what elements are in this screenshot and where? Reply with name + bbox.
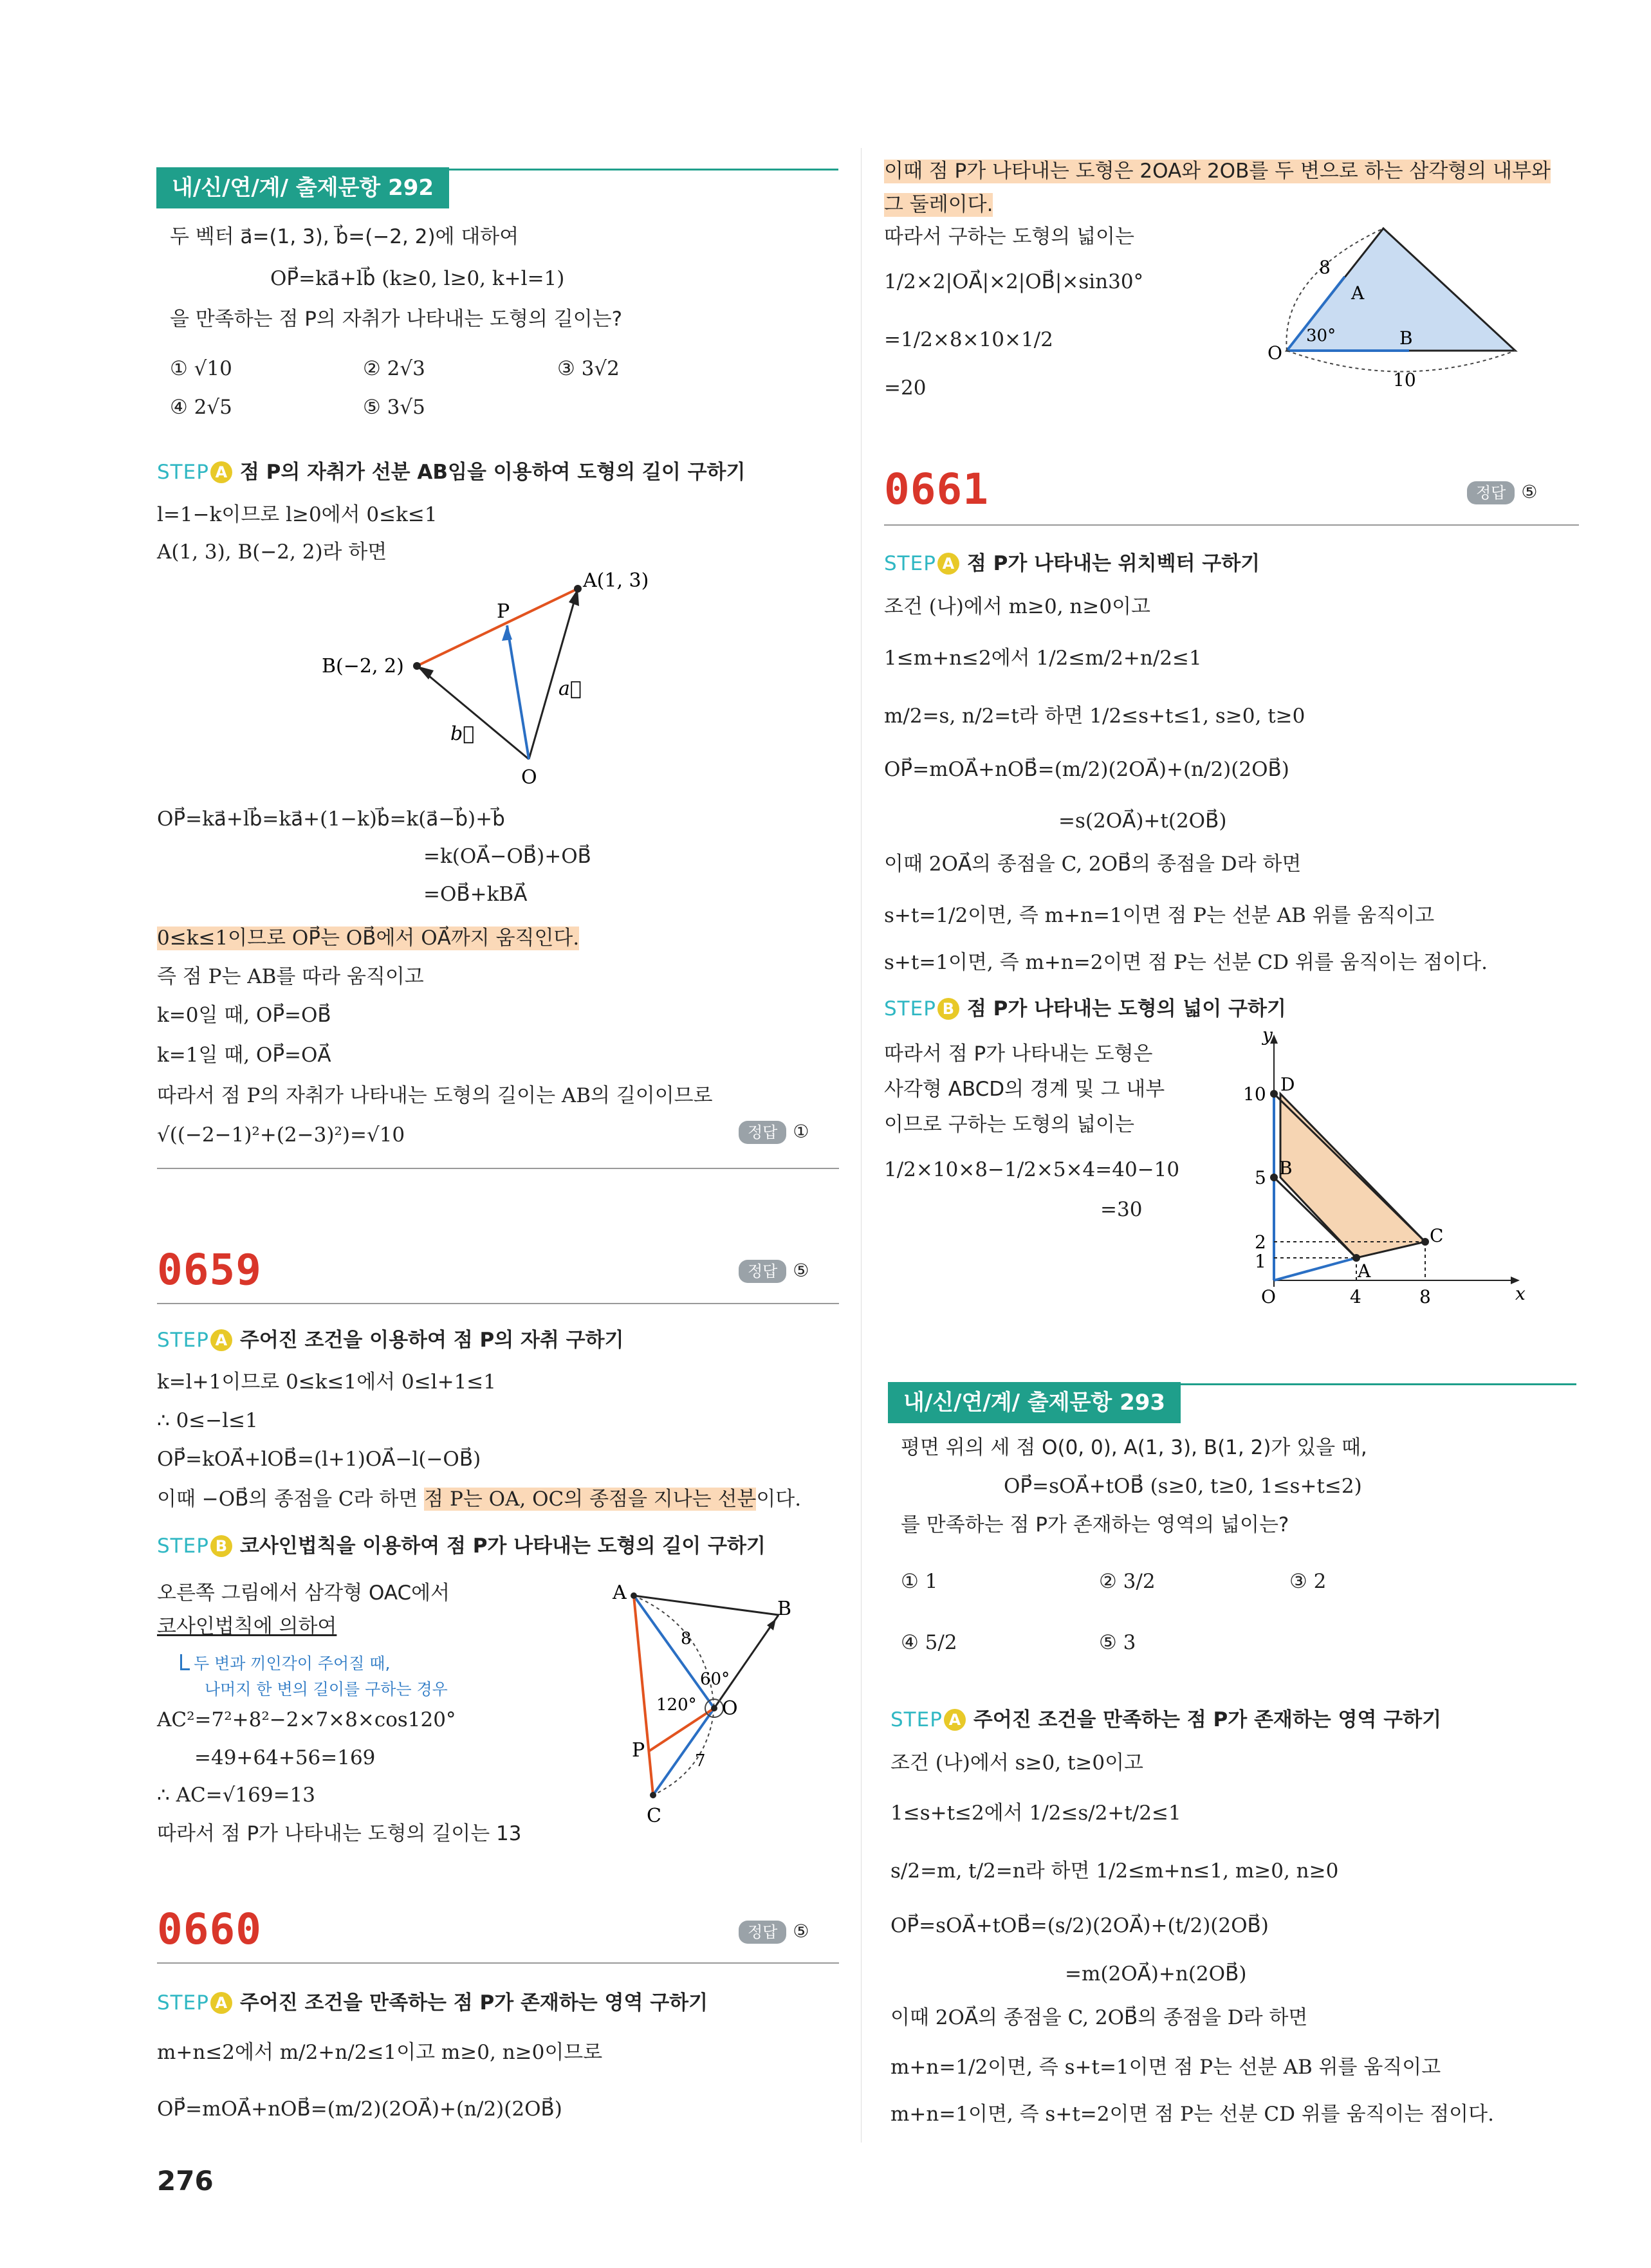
solution-line: m+n=1/2이면, 즉 s+t=1이면 점 P는 선분 AB 위를 움직이고: [890, 2056, 1441, 2079]
solution-line: 조건 (나)에서 s≥0, t≥0이고: [890, 1751, 1143, 1775]
label-a: A: [1351, 282, 1365, 304]
step-a-badge: A: [937, 553, 959, 575]
label-7: 7: [695, 1751, 706, 1771]
answer-value: ⑤: [793, 1921, 809, 1942]
solution-line: OP⃗=kOA⃗+lOB⃗=(l+1)OA⃗−l(−OB⃗): [157, 1448, 481, 1471]
label-o: O: [1268, 342, 1282, 364]
choice: ④ 5/2: [901, 1631, 957, 1654]
answer-value: ⑤: [793, 1260, 809, 1281]
problem-text: 평면 위의 세 점 O(0, 0), A(1, 3), B(1, 2)가 있을 때,: [901, 1436, 1367, 1459]
solution-line: 즉 점 P는 AB를 따라 움직이고: [157, 965, 424, 988]
label-8: 8: [1319, 257, 1331, 278]
solution-line: 1≤m+n≤2에서 1/2≤m/2+n/2≤1: [884, 647, 1202, 670]
solution-line: 이므로 구하는 도형의 넓이는: [884, 1113, 1134, 1136]
solution-line: 오른쪽 그림에서 삼각형 OAC에서: [157, 1581, 450, 1605]
tick-10: 10: [1243, 1083, 1266, 1105]
label-a: A: [613, 1581, 627, 1604]
solution-equation: AC²=7²+8²−2×7×8×cos120°: [157, 1708, 456, 1731]
problem-tag-text: 내/신/연/계/ 출제문항 292: [172, 175, 434, 201]
vector-a-line: [529, 589, 578, 759]
step-title: 점 P가 나타내는 위치벡터 구하기: [966, 552, 1260, 575]
choice: ⑤ 3: [1099, 1631, 1136, 1654]
answer-0661: [1467, 481, 1537, 504]
tick-8: 8: [1419, 1286, 1431, 1307]
solution-equation: OP⃗=mOA⃗+nOB⃗=(m/2)(2OA⃗)+(n/2)(2OB⃗): [884, 758, 1289, 781]
triangle-area-figure: [1255, 212, 1531, 399]
solution-equation: =30: [1100, 1198, 1143, 1221]
step-word: STEP: [157, 1329, 209, 1352]
solution-line: k=0일 때, OP⃗=OB⃗: [157, 1004, 331, 1027]
solution-line: OP⃗=mOA⃗+nOB⃗=(m/2)(2OA⃗)+(n/2)(2OB⃗): [157, 2097, 562, 2121]
solution-line: 따라서 점 P가 나타내는 도형은: [884, 1042, 1153, 1065]
answer-badge: 정답: [739, 1921, 786, 1944]
vector-oa: [634, 1596, 714, 1708]
column-divider: [861, 148, 862, 2143]
label-120deg: 120°: [656, 1695, 697, 1715]
solution-line: 조건 (나)에서 m≥0, n≥0이고: [884, 595, 1150, 618]
vector-triangle-figure: [309, 566, 695, 798]
highlighted-part: 점 P는 OA, OC의 종점을 지나는 선분: [424, 1488, 757, 1511]
cosine-law-figure: [605, 1570, 798, 1827]
solution-equation: =1/2×8×10×1/2: [884, 328, 1053, 351]
label-8: 8: [681, 1629, 692, 1648]
highlighted-line: 이때 점 P가 나타내는 도형은 2OA와 2OB를 두 변으로 하는 삼각형의 내부와: [884, 160, 1551, 183]
solution-line: 1≤s+t≤2에서 1/2≤s/2+t/2≤1: [890, 1802, 1181, 1825]
label-o: O: [722, 1697, 738, 1720]
step-b-heading: [884, 997, 1286, 1021]
problem-number-0659: 0659: [157, 1245, 262, 1295]
answer-0659: [739, 1260, 809, 1283]
note-line: 나머지 한 변의 길이를 구하는 경우: [205, 1680, 448, 1699]
solution-line: 코사인법칙에 의하여: [157, 1615, 337, 1638]
note-line: 두 변과 끼인각이 주어질 때,: [194, 1654, 391, 1673]
choice: ① 1: [901, 1570, 938, 1593]
solution-line: k=1일 때, OP⃗=OA⃗: [157, 1044, 331, 1067]
point-b: [413, 662, 421, 670]
step-a-badge: A: [210, 1992, 232, 2014]
label-p: P: [632, 1739, 645, 1762]
step-a-heading: [157, 1329, 623, 1352]
tick-5: 5: [1255, 1167, 1266, 1188]
solution-line: 이때 2OA⃗의 종점을 C, 2OB⃗의 종점을 D라 하면: [890, 2006, 1308, 2029]
solution-equation: =m(2OA⃗)+n(2OB⃗): [1065, 1962, 1247, 1986]
solution-line: 따라서 점 P가 나타내는 도형의 길이는 13: [157, 1822, 522, 1845]
step-title: 점 P가 나타내는 도형의 넓이 구하기: [966, 997, 1286, 1020]
solution-equation: =s(2OA⃗)+t(2OB⃗): [1058, 809, 1227, 833]
problem-number-0661: 0661: [884, 465, 989, 514]
problem-equation: OP⃗=sOA⃗+tOB⃗ (s≥0, t≥0, 1≤s+t≤2): [1004, 1475, 1362, 1498]
region-graph-figure: [1235, 1029, 1531, 1313]
page-number: 276: [157, 2165, 214, 2197]
solution-equation: ∴ AC=√169=13: [157, 1784, 316, 1807]
problem-tag-293: [888, 1382, 1181, 1423]
label-a: A(1, 3): [583, 569, 649, 592]
problem-number-0660: 0660: [157, 1904, 262, 1954]
problem-text: 두 벡터 a⃗=(1, 3), b⃗=(−2, 2)에 대하여: [170, 225, 519, 248]
step-a-heading: [157, 1991, 708, 2015]
choice: ① √10: [170, 357, 232, 380]
solution-line: A(1, 3), B(−2, 2)라 하면: [157, 540, 387, 564]
step-word: STEP: [157, 461, 209, 484]
solution-line: m/2=s, n/2=t라 하면 1/2≤s+t≤1, s≥0, t≥0: [884, 705, 1305, 728]
label-vec-b: b⃗: [450, 723, 475, 745]
step-a-heading: [884, 552, 1260, 576]
label-o: O: [1261, 1286, 1276, 1307]
step-word: STEP: [157, 1535, 209, 1558]
label-b: B(−2, 2): [322, 655, 404, 678]
solution-equation: 1/2×2|OA⃗|×2|OB⃗|×sin30°: [884, 270, 1144, 293]
step-b-heading: [157, 1535, 766, 1558]
solution-equation: =49+64+56=169: [194, 1746, 376, 1769]
label-c: C: [1430, 1225, 1444, 1246]
solution-line: k=l+1이므로 0≤k≤1에서 0≤l+1≤1: [157, 1370, 496, 1394]
highlighted-line: 0≤k≤1이므로 OP⃗는 OB⃗에서 OA⃗까지 움직인다.: [157, 927, 580, 950]
region-abcd: [1280, 1094, 1425, 1258]
solution-line: 사각형 ABCD의 경계 및 그 내부: [884, 1078, 1165, 1101]
label-b: B: [1399, 327, 1413, 349]
step-title: 주어진 조건을 이용하여 점 P의 자취 구하기: [239, 1329, 624, 1352]
step-a-badge: A: [210, 1329, 232, 1351]
label-b: B: [1279, 1157, 1293, 1179]
answer-0660: [739, 1921, 809, 1944]
problem-text: 를 만족하는 점 P가 존재하는 영역의 넓이는?: [901, 1513, 1289, 1536]
step-word: STEP: [157, 1991, 209, 2014]
solution-line: 이때 2OA⃗의 종점을 C, 2OB⃗의 종점을 D라 하면: [884, 853, 1302, 876]
step-a-badge: A: [210, 461, 232, 483]
choice: ③ 3√2: [557, 357, 620, 380]
solution-line: √((−2−1)²+(2−3)²)=√10: [157, 1123, 405, 1147]
choice: ② 2√3: [363, 357, 425, 380]
label-vec-a: a⃗: [558, 678, 582, 700]
tag-underline: [888, 1383, 1576, 1385]
problem-equation: OP⃗=ka⃗+lb⃗ (k≥0, l≥0, k+l=1): [270, 267, 565, 290]
problem-tag-text: 내/신/연/계/ 출제문항 293: [903, 1390, 1166, 1415]
solution-line: m+n≤2에서 m/2+n/2≤1이고 m≥0, n≥0이므로: [157, 2041, 603, 2064]
highlighted-line: 그 둘레이다.: [884, 193, 993, 216]
solution-line: s/2=m, t/2=n라 하면 1/2≤m+n≤1, m≥0, n≥0: [890, 1859, 1339, 1883]
margin-note: [180, 1651, 390, 1674]
answer-value: ⑤: [1521, 481, 1538, 502]
label-a: A: [1358, 1260, 1371, 1282]
segment-ab: [634, 1596, 779, 1615]
step-title: 주어진 조건을 만족하는 점 P가 존재하는 영역 구하기: [973, 1708, 1442, 1731]
solution-equation: =OB⃗+kBA⃗: [423, 883, 528, 906]
step-b-badge: B: [210, 1535, 232, 1557]
label-y: y: [1262, 1029, 1273, 1046]
solution-line: 따라서 점 P의 자취가 나타내는 도형의 길이는 AB의 길이이므로: [157, 1084, 713, 1107]
label-p: P: [497, 600, 510, 623]
step-a-heading: [157, 461, 745, 484]
label-c: C: [647, 1805, 661, 1827]
solution-line: s+t=1/2이면, 즉 m+n=1이면 점 P는 선분 AB 위를 움직이고: [884, 904, 1435, 927]
line-part: 이때 −OB⃗의 종점을 C라 하면: [157, 1488, 425, 1511]
step-word: STEP: [884, 997, 936, 1020]
label-b: B: [777, 1598, 792, 1620]
label-o: O: [521, 766, 537, 789]
solution-line: 따라서 구하는 도형의 넓이는: [884, 225, 1134, 248]
step-title: 코사인법칙을 이용하여 점 P가 나타내는 도형의 길이 구하기: [239, 1535, 766, 1558]
choice: ② 3/2: [1099, 1570, 1156, 1593]
solution-equation: OP⃗=ka⃗+lb⃗=ka⃗+(1−k)b⃗=k(a⃗−b⃗)+b⃗: [157, 807, 505, 831]
answer-value: ①: [793, 1121, 809, 1142]
vector-op: [507, 625, 529, 759]
section-divider: [157, 1303, 839, 1304]
solution-line: [157, 1488, 801, 1511]
answer-badge: 정답: [739, 1121, 786, 1144]
solution-equation: 1/2×10×8−1/2×5×4=40−10: [884, 1158, 1180, 1181]
vector-op: [649, 1708, 714, 1751]
step-title: 점 P의 자취가 선분 AB임을 이용하여 도형의 길이 구하기: [239, 461, 746, 484]
step-a-badge: A: [944, 1709, 966, 1731]
section-divider: [884, 524, 1579, 526]
segment-ac: [634, 1596, 653, 1795]
choice: ④ 2√5: [170, 396, 232, 419]
solution-equation: =20: [884, 376, 927, 400]
step-a-heading: [890, 1708, 1441, 1732]
point-a: [574, 585, 582, 593]
line-part: 이다.: [756, 1488, 802, 1511]
choice: ⑤ 3√5: [363, 396, 425, 419]
tick-1: 1: [1255, 1251, 1266, 1272]
answer-292: [739, 1121, 809, 1144]
tag-underline: [156, 169, 838, 171]
label-10: 10: [1393, 369, 1416, 391]
vector-b-line: [417, 666, 529, 759]
label-x: x: [1515, 1283, 1526, 1304]
solution-line: ∴ 0≤−l≤1: [157, 1409, 258, 1432]
section-divider: [157, 1962, 839, 1964]
problem-tag-292: [156, 167, 449, 208]
solution-line: m+n=1이면, 즉 s+t=2이면 점 P는 선분 CD 위를 움직이는 점이다.: [890, 2103, 1494, 2126]
problem-text: 을 만족하는 점 P의 자취가 나타내는 도형의 길이는?: [170, 308, 623, 331]
step-b-badge: B: [937, 998, 959, 1020]
solution-equation: =k(OA⃗−OB⃗)+OB⃗: [423, 845, 591, 868]
choice: ③ 2: [1289, 1570, 1327, 1593]
solution-line: s+t=1이면, 즉 m+n=2이면 점 P는 선분 CD 위를 움직이는 점이다.: [884, 951, 1488, 974]
step-word: STEP: [884, 552, 936, 575]
label-60deg: 60°: [700, 1670, 730, 1689]
answer-badge: 정답: [739, 1260, 786, 1283]
tick-2: 2: [1255, 1231, 1266, 1253]
step-title: 주어진 조건을 만족하는 점 P가 존재하는 영역 구하기: [239, 1991, 708, 2014]
label-30deg: 30°: [1306, 326, 1336, 346]
solution-line: l=1−k이므로 l≥0에서 0≤k≤1: [157, 503, 438, 526]
tick-4: 4: [1350, 1286, 1361, 1307]
section-divider: [157, 1168, 839, 1169]
step-word: STEP: [890, 1708, 943, 1731]
solution-equation: OP⃗=sOA⃗+tOB⃗=(s/2)(2OA⃗)+(t/2)(2OB⃗): [890, 1914, 1269, 1937]
answer-badge: 정답: [1467, 481, 1515, 504]
label-d: D: [1280, 1074, 1295, 1095]
